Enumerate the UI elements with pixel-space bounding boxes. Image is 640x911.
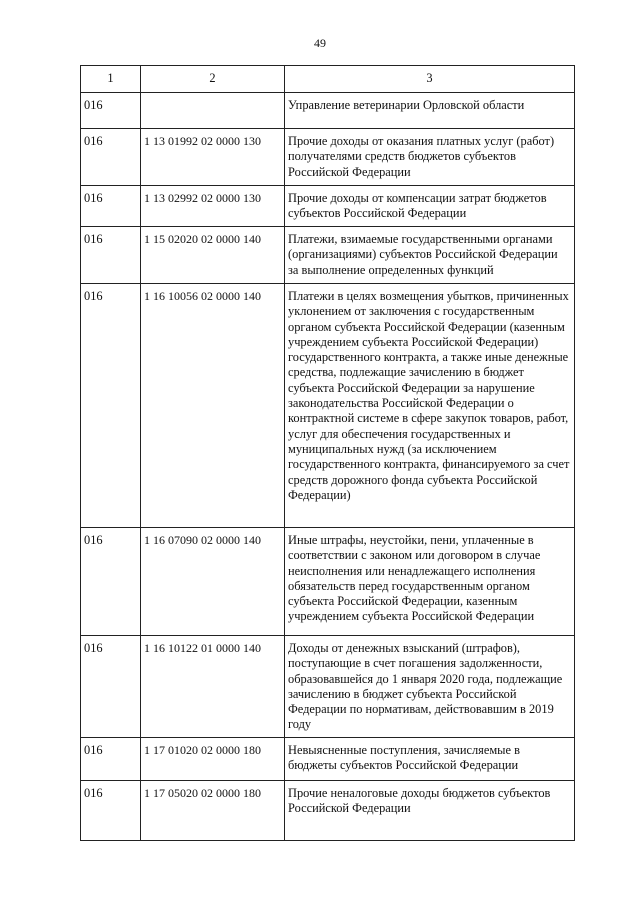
revenue-name-cell: Иные штрафы, неустойки, пени, уплаченные в соответствии с законом или договором в случае неисполнения или ненадлежащего исполнения обязательств перед государственным органом субъекта Российской Федерации, казенным учреждением субъекта Российской Федерации — [285, 528, 575, 636]
table-row — [81, 284, 575, 528]
table-header-row — [81, 66, 575, 93]
revenue-name-cell: Доходы от денежных взысканий (штрафов), поступающие в счет погашения задолженности, образовавшейся до 1 января 2020 года, подлежащие зачислению в бюджет субъекта Российской Федерации по нормативам, действовавшим в 2019 году — [285, 636, 575, 738]
revenue-name-cell: Платежи, взимаемые государственными органами (организациями) субъектов Российской Федерации за выполнение определенных функций — [285, 227, 575, 284]
column-header-3: 3 — [285, 66, 575, 93]
admin-code-cell: 016 — [81, 781, 141, 841]
revenue-name-cell: Невыясненные поступления, зачисляемые в бюджеты субъектов Российской Федерации — [285, 738, 575, 781]
admin-code-cell: 016 — [81, 129, 141, 186]
revenue-name-cell: Платежи в целях возмещения убытков, причиненных уклонением от заключения с государственным органом субъекта Российской Федерации (казенным учреждением субъекта Российской Федерации) государственного контракта, а также иные денежные средства, подлежащие зачислению в бюджет субъекта Российской Федерации за нарушение законодательства Российской Федерации о контрактной системе в сфере закупок товаров, работ, услуг для обеспечения государственных и муниципальных нужд (за исключением государственного контракта, финансируемого за счет средств дорожного фонда субъекта Российской Федерации) — [285, 284, 575, 528]
revenue-name-cell: Прочие доходы от оказания платных услуг (работ) получателями средств бюджетов субъектов Российской Федерации — [285, 129, 575, 186]
revenue-name-cell: Прочие неналоговые доходы бюджетов субъектов Российской Федерации — [285, 781, 575, 841]
revenue-code-cell: 1 13 01992 02 0000 130 — [141, 129, 285, 186]
table-row — [81, 186, 575, 227]
column-header-1: 1 — [81, 66, 141, 93]
admin-code-cell: 016 — [81, 186, 141, 227]
table-row — [81, 636, 575, 738]
revenue-code-cell — [141, 93, 285, 129]
revenue-code-cell: 1 16 10122 01 0000 140 — [141, 636, 285, 738]
revenue-code-cell: 1 17 05020 02 0000 180 — [141, 781, 285, 841]
revenue-code-cell: 1 16 07090 02 0000 140 — [141, 528, 285, 636]
admin-code-cell: 016 — [81, 636, 141, 738]
revenue-name-cell: Управление ветеринарии Орловской области — [285, 93, 575, 129]
table-row — [81, 227, 575, 284]
table-row — [81, 781, 575, 841]
admin-code-cell: 016 — [81, 528, 141, 636]
admin-code-cell: 016 — [81, 227, 141, 284]
admin-code-cell: 016 — [81, 284, 141, 528]
revenue-name-cell: Прочие доходы от компенсации затрат бюджетов субъектов Российской Федерации — [285, 186, 575, 227]
revenue-code-cell: 1 16 10056 02 0000 140 — [141, 284, 285, 528]
table-row — [81, 738, 575, 781]
admin-code-cell: 016 — [81, 93, 141, 129]
table-row — [81, 93, 575, 129]
admin-code-cell: 016 — [81, 738, 141, 781]
column-header-2: 2 — [141, 66, 285, 93]
revenue-code-cell: 1 17 01020 02 0000 180 — [141, 738, 285, 781]
page-number: 49 — [314, 36, 326, 50]
revenue-codes-table — [80, 65, 575, 841]
revenue-code-cell: 1 13 02992 02 0000 130 — [141, 186, 285, 227]
table-row — [81, 528, 575, 636]
revenue-code-cell: 1 15 02020 02 0000 140 — [141, 227, 285, 284]
table-row — [81, 129, 575, 186]
